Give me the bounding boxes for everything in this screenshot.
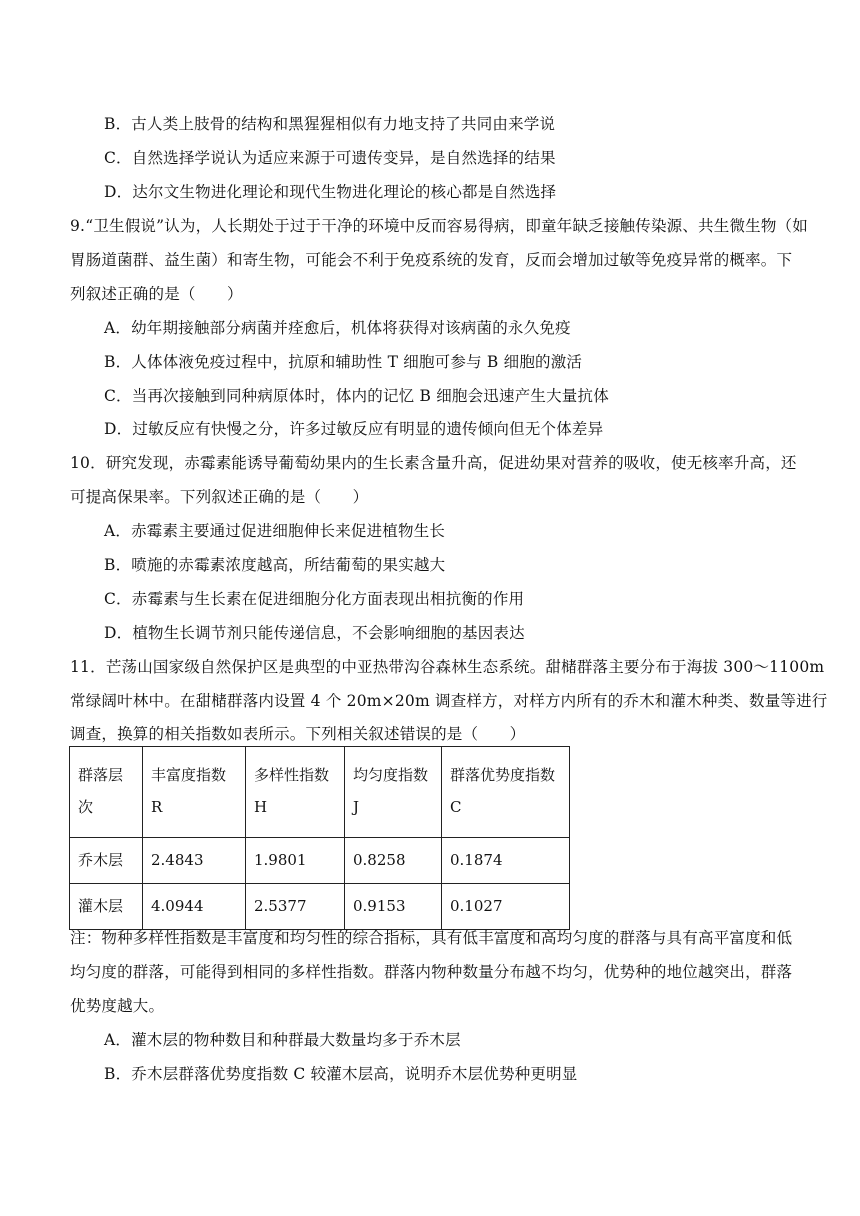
table-row — [70, 838, 570, 884]
q8-option-c: C．自然选择学说认为适应来源于可遗传变异，是自然选择的结果 — [104, 149, 556, 167]
header-cell-dominance: 群落优势度指数 C — [442, 747, 570, 838]
table-row — [70, 884, 570, 930]
table-cell: 0.8258 — [345, 838, 442, 884]
q11-note-line-3: 优势度越大。 — [70, 997, 165, 1015]
table-cell: 0.1027 — [442, 884, 570, 930]
q10-option-c: C．赤霉素与生长素在促进细胞分化方面表现出相抗衡的作用 — [104, 590, 525, 608]
q10-option-d: D．植物生长调节剂只能传递信息，不会影响细胞的基因表达 — [104, 624, 525, 642]
q11-stem-line-3: 调查，换算的相关指数如表所示。下列相关叙述错误的是（ ） — [70, 725, 526, 743]
q11-note-line-2: 均匀度的群落，可能得到相同的多样性指数。群落内物种数量分布越不均匀，优势种的地位越突出，群落 — [70, 963, 793, 981]
q10-stem-line-1: 10．研究发现，赤霉素能诱导葡萄幼果内的生长素含量升高，促进幼果对营养的吸收，使无核率升高，还 — [70, 454, 797, 472]
header-cell-diversity: 多样性指数 H — [246, 747, 345, 838]
q9-stem-line-1: 9.“卫生假说”认为，人长期处于过于干净的环境中反而容易得病，即童年缺乏接触传染源、共生微生物（如 — [70, 217, 808, 235]
q9-option-c: C．当再次接触到同种病原体时，体内的记忆 B 细胞会迅速产生大量抗体 — [104, 387, 609, 405]
header-cell-layer: 群落层 次 — [70, 747, 143, 838]
table-cell: 乔木层 — [70, 838, 143, 884]
q8-option-d: D．达尔文生物进化理论和现代生物进化理论的核心都是自然选择 — [104, 183, 557, 201]
q10-option-b: B．喷施的赤霉素浓度越高，所结葡萄的果实越大 — [104, 556, 446, 574]
table-cell: 2.4843 — [143, 838, 246, 884]
q9-option-b: B．人体体液免疫过程中，抗原和辅助性 T 细胞可参与 B 细胞的激活 — [104, 353, 583, 371]
q9-option-d: D．过敏反应有快慢之分，许多过敏反应有明显的遗传倾向但无个体差异 — [104, 420, 604, 438]
table-cell: 4.0944 — [143, 884, 246, 930]
q11-note-line-1: 注：物种多样性指数是丰富度和均匀性的综合指标，具有低丰富度和高均匀度的群落与具有高平富度和低 — [70, 929, 793, 947]
header-cell-evenness: 均匀度指数 J — [345, 747, 442, 838]
q11-option-b: B．乔木层群落优势度指数 C 较灌木层高，说明乔木层优势种更明显 — [104, 1065, 578, 1083]
header-cell-richness: 丰富度指数 R — [143, 747, 246, 838]
q10-stem-line-2: 可提高保果率。下列叙述正确的是（ ） — [70, 488, 369, 506]
table-header-row — [70, 747, 570, 838]
q9-stem-line-3: 列叙述正确的是（ ） — [70, 285, 243, 303]
table-cell: 灌木层 — [70, 884, 143, 930]
q11-option-a: A．灌木层的物种数目和种群最大数量均多于乔木层 — [104, 1031, 461, 1049]
q11-stem-line-1: 11．芒荡山国家级自然保护区是典型的中亚热带沟谷森林生态系统。甜槠群落主要分布于海拔 300～1100m — [70, 658, 825, 676]
table-cell: 2.5377 — [246, 884, 345, 930]
table-cell: 1.9801 — [246, 838, 345, 884]
table-cell: 0.1874 — [442, 838, 570, 884]
community-index-table — [69, 746, 570, 930]
q9-option-a: A．幼年期接触部分病菌并痊愈后，机体将获得对该病菌的永久免疫 — [104, 319, 571, 337]
q9-stem-line-2: 胃肠道菌群、益生菌）和寄生物，可能会不利于免疫系统的发育，反而会增加过敏等免疫异常的概率。下 — [70, 251, 793, 269]
q10-option-a: A．赤霉素主要通过促进细胞伸长来促进植物生长 — [104, 522, 446, 540]
q8-option-b: B．古人类上肢骨的结构和黑猩猩相似有力地支持了共同由来学说 — [104, 115, 556, 133]
q11-stem-line-2: 常绿阔叶林中。在甜槠群落内设置 4 个 20m×20m 调查样方，对样方内所有的乔木和灌木种类、数量等进行 — [70, 692, 828, 710]
table-cell: 0.9153 — [345, 884, 442, 930]
